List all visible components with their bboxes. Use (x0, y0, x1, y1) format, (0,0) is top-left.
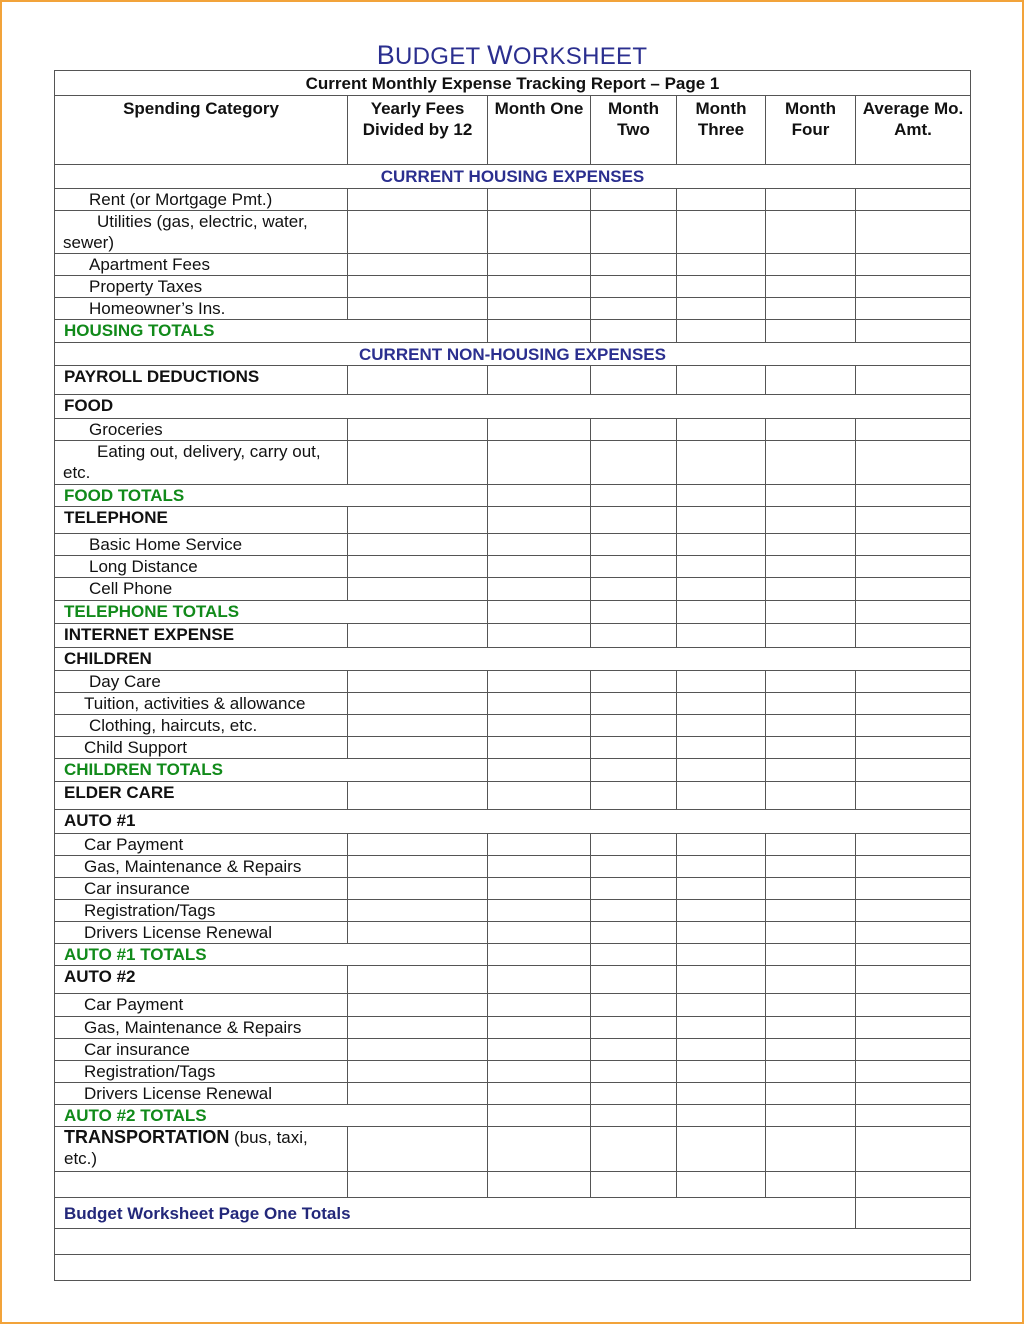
table-row (55, 692, 971, 714)
row-label: Property Taxes (55, 275, 348, 297)
section-housing: CURRENT HOUSING EXPENSES (55, 165, 971, 188)
category-label: FOOD (55, 394, 971, 418)
row-label: Cell Phone (55, 578, 348, 600)
table-row (55, 1060, 971, 1082)
category-label: ELDER CARE (55, 782, 348, 809)
row-label: Day Care (55, 670, 348, 692)
row-label: Tuition, activities & allowance (55, 692, 348, 714)
table-row (55, 647, 971, 670)
row-label: Child Support (55, 737, 348, 759)
header-row (55, 96, 971, 165)
table-row (55, 855, 971, 877)
table-row (55, 366, 971, 394)
table-row (55, 966, 971, 994)
totals-row (55, 1198, 971, 1228)
col-header-yearly: Yearly Fees Divided by 12 (348, 96, 488, 165)
row-label: Eating out, delivery, carry out, etc. (55, 440, 348, 484)
table-row (55, 1082, 971, 1104)
row-label: Registration/Tags (55, 899, 348, 921)
row-label: Rent (or Mortgage Pmt.) (55, 188, 348, 210)
row-label: Car Payment (55, 994, 348, 1016)
table-row (55, 188, 971, 210)
table-row (55, 715, 971, 737)
totals-row (55, 600, 971, 623)
table-row (55, 298, 971, 320)
table-row (55, 253, 971, 275)
table-row (55, 578, 971, 600)
totals-row (55, 484, 971, 506)
row-label: Gas, Maintenance & Repairs (55, 1016, 348, 1038)
row-label: Long Distance (55, 556, 348, 578)
table-row (55, 507, 971, 534)
table-row (55, 1016, 971, 1038)
transportation-detail: (bus, taxi, etc.) (64, 1128, 308, 1169)
table-row (55, 623, 971, 647)
auto2-totals-label: AUTO #2 TOTALS (55, 1104, 488, 1126)
col-header-average: Average Mo. Amt. (856, 96, 971, 165)
table-row (55, 1038, 971, 1060)
row-label: Car insurance (55, 877, 348, 899)
table-row (55, 556, 971, 578)
col-header-category: Spending Category (55, 96, 348, 165)
children-totals-label: CHILDREN TOTALS (55, 759, 488, 782)
row-label: Drivers License Renewal (55, 1082, 348, 1104)
category-label: INTERNET EXPENSE (55, 623, 348, 647)
table-row (55, 394, 971, 418)
table-row (55, 670, 971, 692)
row-label: Utilities (gas, electric, water, sewer) (55, 210, 348, 253)
page-one-totals-label: Budget Worksheet Page One Totals (55, 1198, 856, 1228)
table-row (55, 1172, 971, 1198)
row-label: Homeowner’s Ins. (55, 298, 348, 320)
row-label: Registration/Tags (55, 1060, 348, 1082)
budget-table (54, 70, 971, 1281)
category-label: AUTO #2 (55, 966, 348, 994)
table-row (55, 833, 971, 855)
category-label: CHILDREN (55, 647, 971, 670)
row-label: Drivers License Renewal (55, 922, 348, 944)
row-label: Gas, Maintenance & Repairs (55, 855, 348, 877)
totals-row (55, 1104, 971, 1126)
table-row (55, 440, 971, 484)
col-header-month-four: Month Four (766, 96, 856, 165)
row-label (55, 1127, 348, 1172)
table-row (55, 782, 971, 809)
table-row (55, 899, 971, 921)
category-label: PAYROLL DEDUCTIONS (55, 366, 348, 394)
table-row (55, 418, 971, 440)
row-label: Car Payment (55, 833, 348, 855)
food-totals-label: FOOD TOTALS (55, 484, 488, 506)
table-row (55, 1127, 971, 1172)
row-label: Apartment Fees (55, 253, 348, 275)
totals-row (55, 759, 971, 782)
row-label: Groceries (55, 418, 348, 440)
category-label: AUTO #1 (55, 809, 971, 833)
auto1-totals-label: AUTO #1 TOTALS (55, 944, 488, 966)
row-label: Basic Home Service (55, 534, 348, 556)
col-header-month-one: Month One (488, 96, 591, 165)
worksheet-title: BUDGET WORKSHEET (376, 40, 648, 70)
row-label: Clothing, haircuts, etc. (55, 715, 348, 737)
col-header-month-two: Month Two (591, 96, 677, 165)
section-non-housing: CURRENT NON-HOUSING EXPENSES (55, 343, 971, 366)
table-row (55, 877, 971, 899)
report-title: Current Monthly Expense Tracking Report – Page 1 (55, 71, 971, 96)
row-label: Car insurance (55, 1038, 348, 1060)
table-row (55, 210, 971, 253)
table-row (55, 922, 971, 944)
table-row (55, 809, 971, 833)
table-row (55, 737, 971, 759)
totals-row (55, 944, 971, 966)
transportation-label: TRANSPORTATION (64, 1127, 230, 1148)
telephone-totals-label: TELEPHONE TOTALS (55, 600, 488, 623)
housing-totals-label: HOUSING TOTALS (55, 320, 488, 343)
category-label: TELEPHONE (55, 507, 348, 534)
table-row (55, 275, 971, 297)
table-row (55, 534, 971, 556)
totals-row (55, 320, 971, 343)
col-header-month-three: Month Three (677, 96, 766, 165)
table-row (55, 994, 971, 1016)
